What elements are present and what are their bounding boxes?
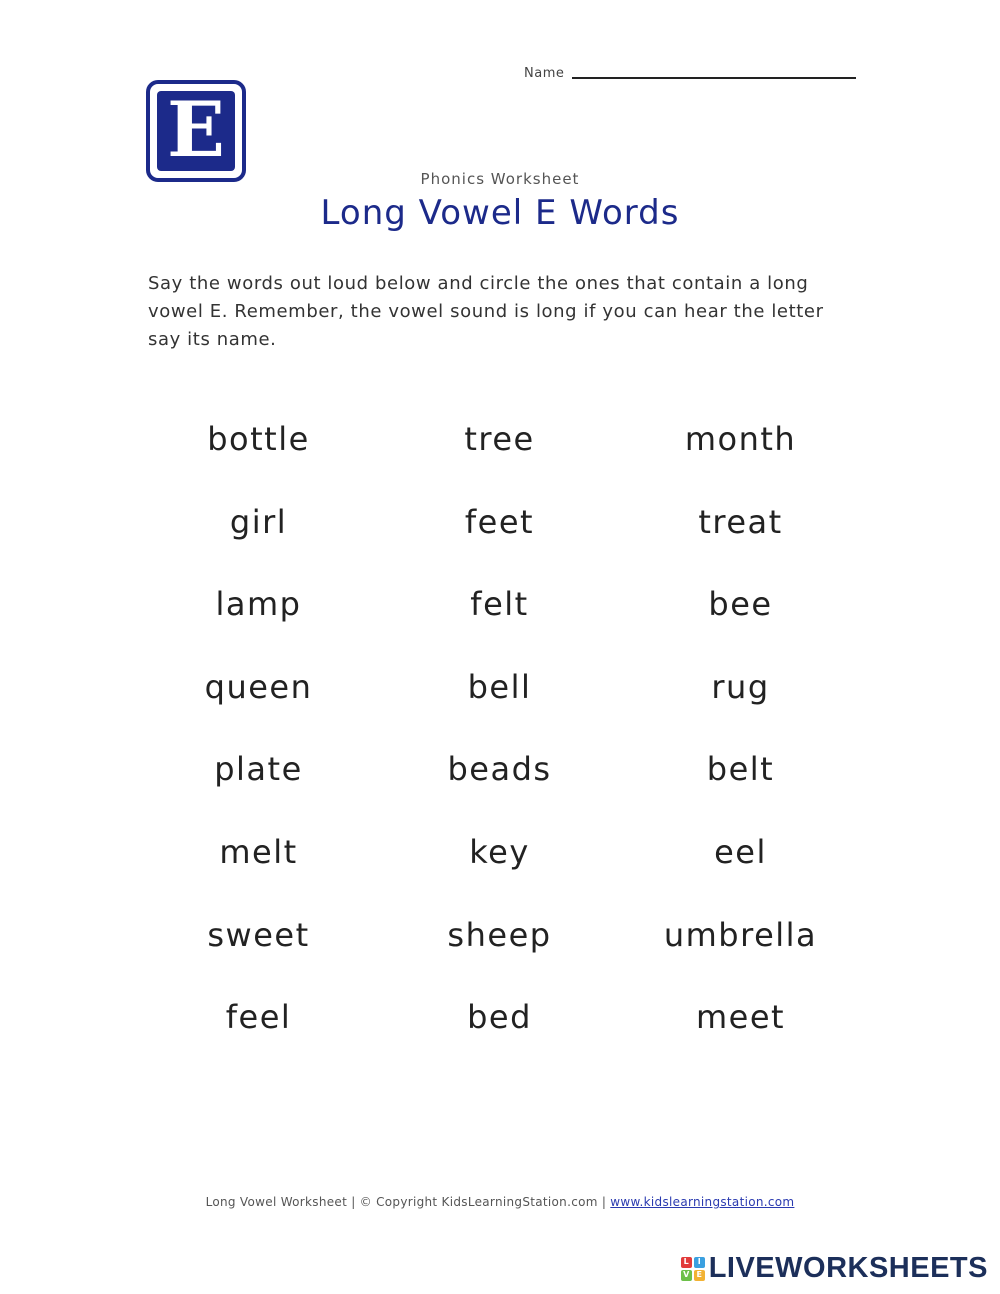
name-label: Name: [524, 66, 565, 81]
word-item[interactable]: queen: [204, 667, 313, 706]
word-item[interactable]: felt: [470, 585, 529, 624]
word-item[interactable]: belt: [706, 750, 775, 789]
word-item[interactable]: girl: [229, 502, 288, 541]
word-item[interactable]: feel: [225, 998, 292, 1037]
brand-icon-square: E: [694, 1270, 705, 1281]
worksheet-title: Long Vowel E Words: [320, 193, 680, 233]
logo-letter: E: [167, 85, 225, 174]
words-grid: [138, 415, 862, 1076]
letter-e-logo: [146, 80, 246, 182]
brand-text: LIVEWORKSHEETS: [708, 1252, 988, 1284]
word-item[interactable]: eel: [714, 832, 767, 871]
liveworksheets-brand: [681, 1252, 988, 1285]
word-item[interactable]: umbrella: [663, 915, 818, 954]
liveworksheets-icon: [681, 1257, 705, 1281]
brand-icon-square: V: [681, 1270, 692, 1281]
word-item[interactable]: rug: [711, 667, 770, 706]
word-item[interactable]: month: [684, 420, 797, 458]
instructions: Say the words out loud below and circle the ones that contain a long vowel E. Remember, the vowel sound is long if you can hear the letter say its name.: [148, 273, 824, 350]
worksheet-subtitle: Phonics Worksheet: [420, 170, 580, 188]
footer-text: Long Vowel Worksheet | © Copyright KidsLearningStation.com |: [205, 1195, 611, 1209]
word-item[interactable]: feet: [464, 502, 535, 541]
brand-icon-square: I: [694, 1257, 705, 1268]
word-item[interactable]: sweet: [207, 915, 310, 954]
letter-e-logo-fill: [157, 85, 235, 174]
word-item[interactable]: melt: [219, 832, 298, 871]
word-item[interactable]: bell: [467, 667, 532, 706]
word-item[interactable]: key: [469, 832, 530, 871]
word-item[interactable]: plate: [214, 750, 303, 789]
name-field: [524, 66, 856, 81]
word-item[interactable]: bottle: [207, 420, 310, 458]
word-item[interactable]: bed: [467, 998, 532, 1037]
word-item[interactable]: meet: [695, 998, 786, 1037]
name-line[interactable]: [572, 77, 856, 79]
word-item[interactable]: lamp: [215, 585, 302, 624]
word-item[interactable]: treat: [698, 502, 783, 541]
word-item[interactable]: sheep: [447, 915, 552, 954]
word-item[interactable]: beads: [447, 750, 552, 789]
footer: [0, 1195, 1000, 1209]
word-item[interactable]: tree: [464, 420, 535, 458]
brand-icon-square: L: [681, 1257, 692, 1268]
footer-link[interactable]: www.kidslearningstation.com: [610, 1195, 795, 1209]
word-item[interactable]: bee: [708, 585, 773, 624]
